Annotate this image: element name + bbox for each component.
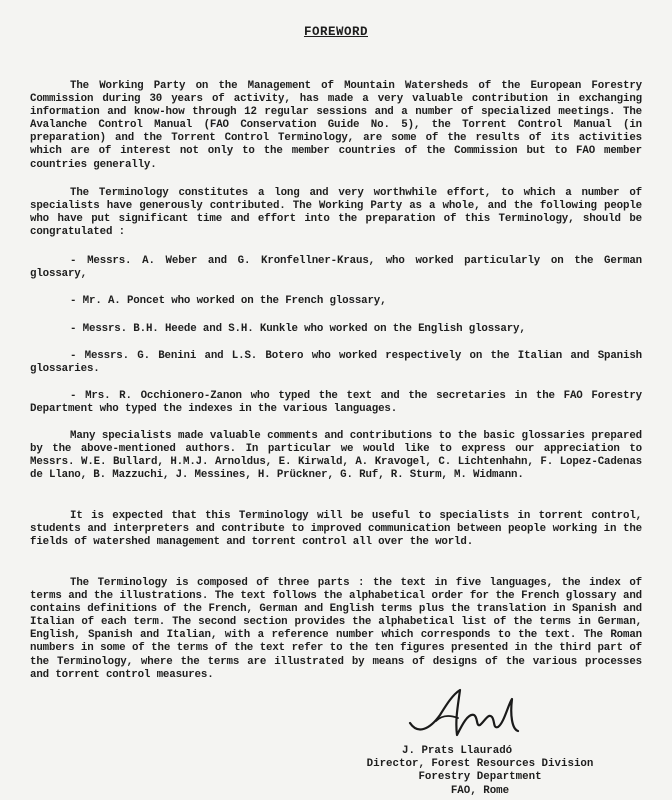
contributor-typists-text: - Mrs. R. Occhionero-Zanon who typed the text and the secretaries in the FAO Forestry Department who typed the indexes in the various languages. (30, 390, 642, 416)
paragraph-specialists-text: Many specialists made valuable comments and contributions to the basic glossaries prepared by the above-mentioned authors. In particular we would like to express our appreciation to Messrs. W.E. Bullard, H.M.J. Arnoldus, E. Kirwald, A. Kravogel, C. Lichtenhahn, F. Lopez-Cadenas de Llano, B. Mazzuchi, J. Messines, H. Prückner, G. Ruf, R. Sturm, M. Widmann. (30, 430, 642, 482)
page-title: FOREWORD (303, 25, 368, 39)
paragraph-terminology-text: The Terminology constitutes a long and very worthwhile effort, to which a number of specialists have generously contributed. The Working Party as a whole, and the following people who have put significant time and effort into the preparation of this Terminology, should be congratulated : (30, 187, 642, 239)
signatory-department: Forestry Department (418, 771, 542, 784)
paragraph-intro (30, 80, 642, 172)
paragraph-terminology (30, 187, 642, 239)
contributor-english-text: - Messrs. B.H. Heede and S.H. Kunkle who worked on the English glossary, (70, 323, 526, 335)
signatory-name: J. Prats Llauradó (402, 745, 513, 757)
contributor-italian-spanish (30, 350, 642, 376)
paragraph-expected-use-text: It is expected that this Terminology will be useful to specialists in torrent control, students and interpreters and contribute to improved communication between people working in the fields of watershed management and torrent control all over the world. (30, 510, 642, 549)
contributor-english (30, 323, 642, 336)
contributor-typists (30, 390, 642, 416)
signatory-organization: FAO, Rome (450, 784, 510, 797)
paragraph-structure-text: The Terminology is composed of three parts : the text in five languages, the index of terms and the illustrations. The text follows the alphabetical order for the French glossary and contains definitions of the French, German and English terms plus the translation in Spanish and Italian of each term. The second section provides the alphabetical list of the terms in German, English, Spanish and Italian, with a reference number which corresponds to the text. The Roman numbers in some of the terms of the text refer to the ten figures presented in the third part of the Terminology, where the terms are illustrated by means of designs of the various processes and torrent control measures. (30, 577, 642, 681)
contributor-french (30, 295, 642, 308)
signatory-title: Director, Forest Resources Division (366, 758, 594, 770)
paragraph-intro-text: The Working Party on the Management of Mountain Watersheds of the European Forestry Commission during 30 years of activity, has made a very valuable contribution in exchanging information and know-how through 12 regular sessions and a number of specialized meetings. The Avalanche Control Manual (FAO Conservation Guide No. 5), the Torrent Control Manual (in preparation) and the Torrent Control Terminology, are some of the results of its activities which are of interest not only to the member countries of the Commission but to FAO member countries generally. (30, 80, 642, 171)
contributor-french-text: - Mr. A. Poncet who worked on the French glossary, (70, 295, 387, 307)
contributor-italian-spanish-text: - Messrs. G. Benini and L.S. Botero who worked respectively on the Italian and Spanish glossaries. (30, 350, 642, 376)
contributor-german-text: - Messrs. A. Weber and G. Kronfellner-Kraus, who worked particularly on the German glossary, (30, 255, 642, 281)
handwritten-signature (400, 685, 530, 745)
contributor-german (30, 255, 642, 281)
paragraph-specialists (30, 430, 642, 482)
signature-block (330, 758, 630, 798)
paragraph-structure (30, 577, 642, 682)
paragraph-expected-use (30, 510, 642, 549)
